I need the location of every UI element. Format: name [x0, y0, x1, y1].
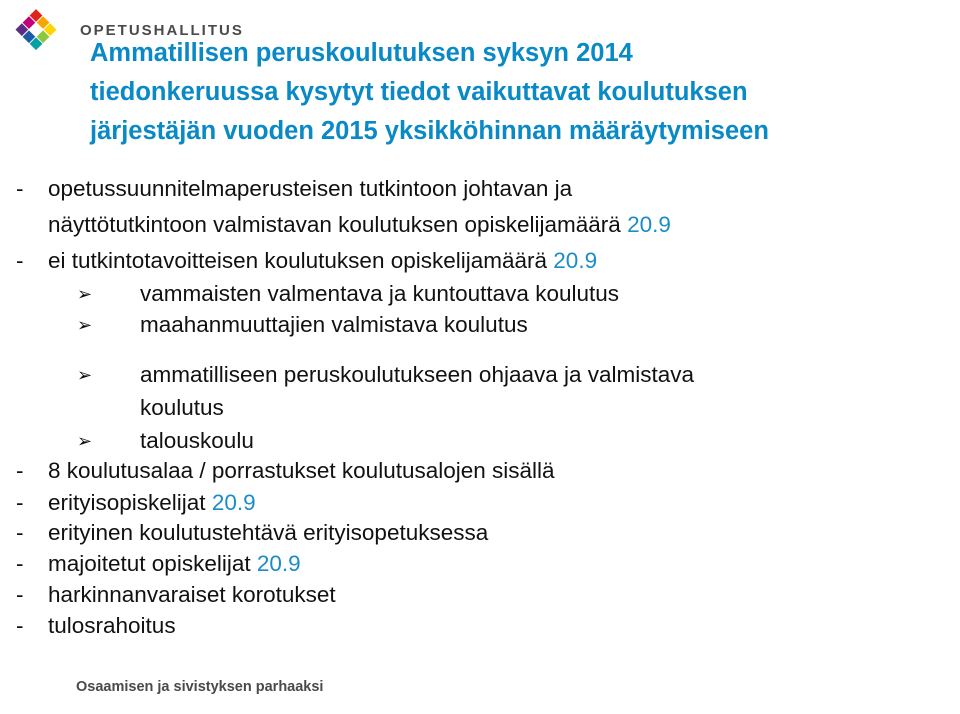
list-item-text: maahanmuuttajien valmistava koulutus [140, 312, 528, 337]
footer-slogan: Osaamisen ja sivistyksen parhaaksi [76, 679, 324, 695]
arrow-bullet-icon: ➢ [77, 431, 93, 451]
arrow-bullet-icon: ➢ [77, 284, 93, 304]
date-highlight: 20.9 [211, 490, 256, 515]
arrow-bullet-icon: ➢ [77, 365, 93, 385]
dash-bullet: - [16, 490, 24, 515]
list-item-text: talouskoulu [140, 428, 254, 453]
list-item-text: tulosrahoitus [48, 613, 176, 638]
list-item-text: erityisopiskelijat [48, 490, 212, 515]
list-item-text: majoitetut opiskelijat [48, 551, 257, 576]
title-line: järjestäjän vuoden 2015 yksikköhinnan määräytymiseen [90, 117, 769, 145]
date-highlight: 20.9 [256, 551, 301, 576]
org-name: OPETUSHALLITUS [80, 22, 244, 39]
list-item-text: ammatilliseen peruskoulutukseen ohjaava ja valmistava [140, 362, 695, 387]
dash-bullet: - [16, 582, 24, 607]
title-line: tiedonkeruussa kysytyt tiedot vaikuttavat koulutuksen [90, 78, 748, 106]
list-item-text: vammaisten valmentava ja kuntouttava koulutus [140, 281, 620, 306]
date-highlight: 20.9 [553, 248, 598, 273]
dash-bullet: - [16, 458, 24, 483]
slide-title [90, 34, 910, 151]
dash-bullet: - [16, 551, 24, 576]
title-line: Ammatillisen peruskoulutuksen syksyn 2014 [90, 39, 633, 67]
list-item-text: opetussuunnitelmaperusteisen tutkintoon johtavan ja [48, 176, 573, 201]
list-item-text: koulutus [140, 395, 224, 420]
list-item-text: näyttötutkintoon valmistavan koulutuksen opiskelijamäärä [48, 212, 628, 237]
dash-bullet: - [16, 248, 24, 273]
dash-bullet: - [16, 520, 24, 545]
list-item-text: erityinen koulutustehtävä erityisopetuksessa [48, 520, 489, 545]
arrow-bullet-icon: ➢ [77, 315, 93, 335]
list-item-text: ei tutkintotavoitteisen koulutuksen opiskelijamäärä [48, 248, 554, 273]
diamond-color-logo-icon [7, 7, 65, 65]
list-item-text: harkinnanvaraiset korotukset [48, 582, 336, 607]
dash-bullet: - [16, 613, 24, 638]
date-highlight: 20.9 [627, 212, 671, 237]
dash-bullet: - [16, 176, 24, 201]
list-item-text: 8 koulutusalaa / porrastukset koulutusalojen sisällä [48, 458, 555, 483]
